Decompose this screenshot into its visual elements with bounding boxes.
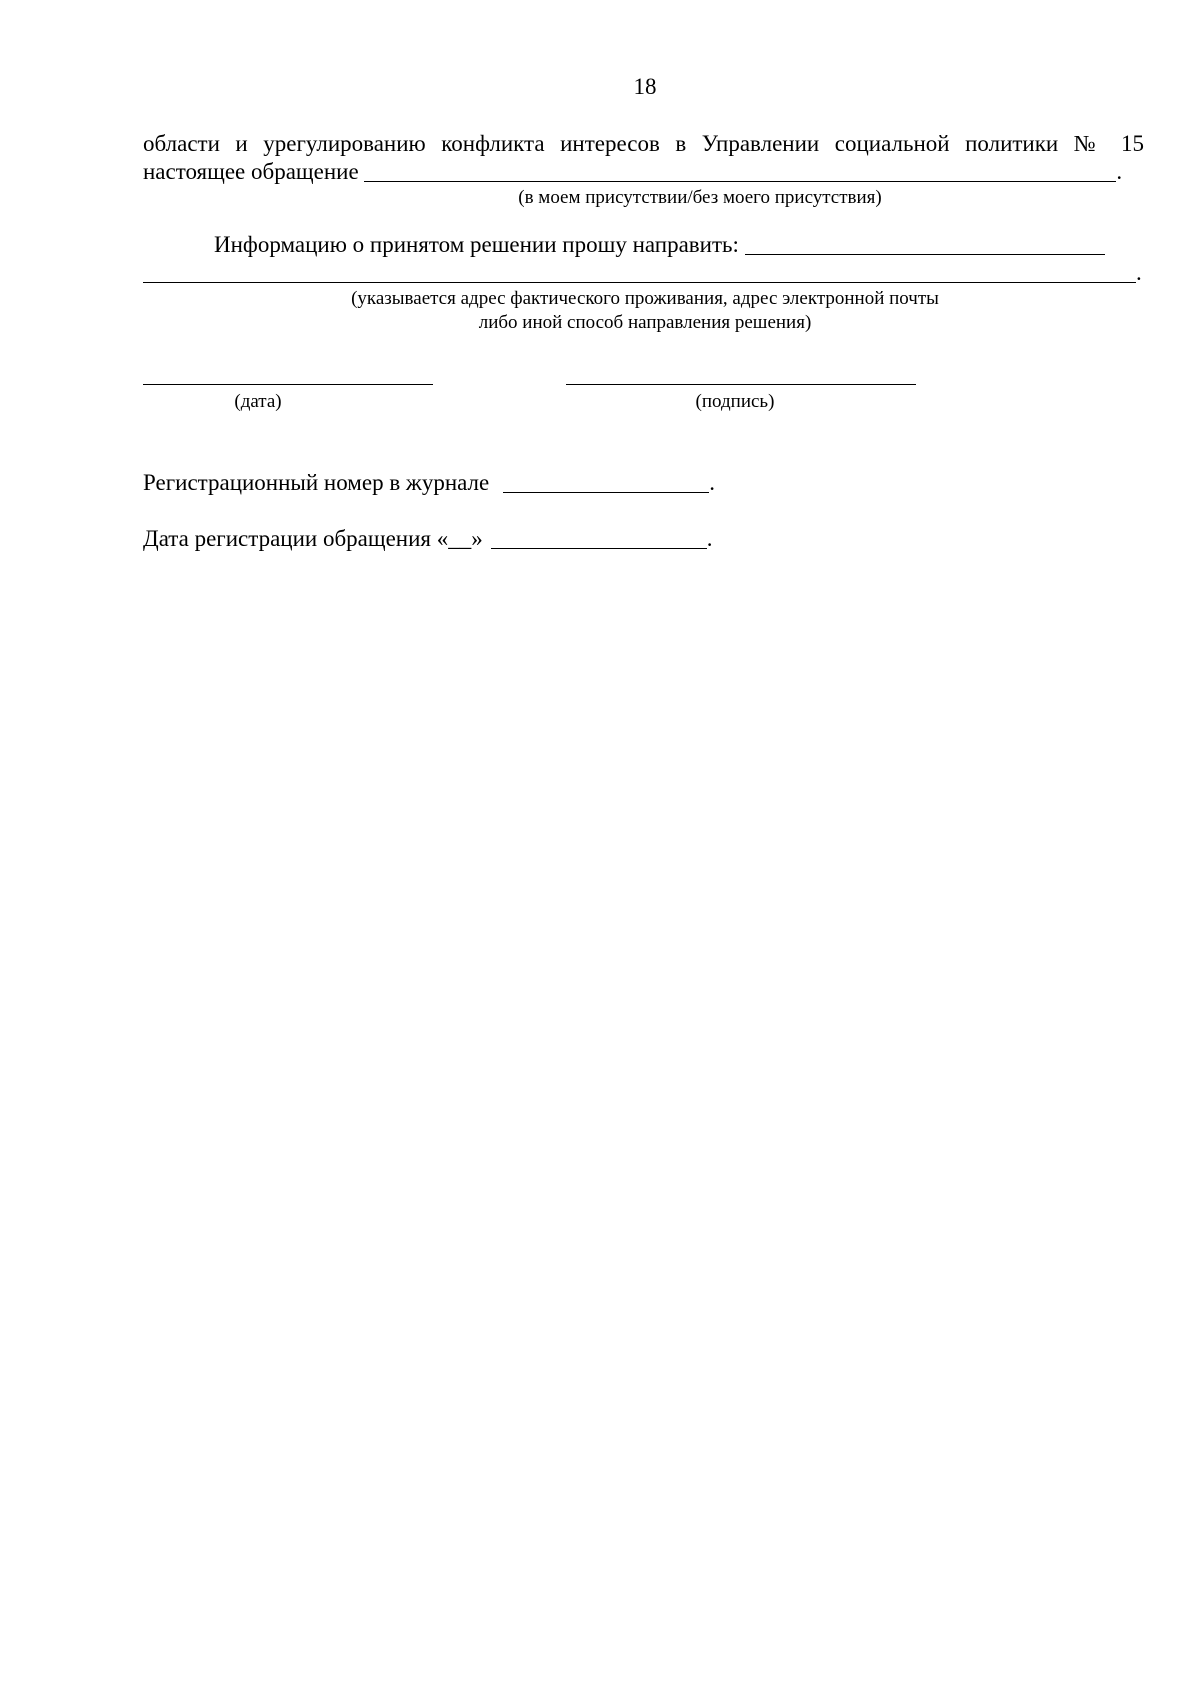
registration-number-line [143,469,715,497]
paragraph1-line2 [143,158,1122,186]
registration-number-suffix: . [709,470,715,495]
paragraph2-line1-text: Информацию о принятом решении прошу направить: [214,232,745,257]
registration-date-suffix: . [706,526,713,551]
paragraph2-line2-suffix: . [1136,260,1142,285]
delivery-caption-line1: (указывается адрес фактического проживания, адрес электронной почты [351,288,939,309]
registration-date-line [143,525,713,553]
signature-line[interactable] [566,384,916,385]
date-caption: (дата) [234,391,282,412]
registration-date-label: Дата регистрации обращения «__» [143,526,483,551]
paragraph1-line2-prefix: настоящее обращение [143,159,365,184]
appeal-presence-blank[interactable] [364,159,1116,182]
registration-number-label: Регистрационный номер в журнале [143,470,490,495]
signature-caption: (подпись) [695,391,775,412]
delivery-caption-line2: либо иной способ направления решения) [478,312,812,333]
registration-date-blank[interactable] [491,526,707,549]
paragraph2-line2 [143,259,1142,287]
page-number: 18 [633,74,657,99]
delivery-method-blank-2[interactable] [143,260,1136,283]
delivery-method-blank-1[interactable] [745,232,1105,255]
presence-caption: (в моем присутствии/без моего присутствия) [518,187,882,208]
paragraph1-line2-suffix: . [1116,159,1123,184]
paragraph2-line1 [214,231,1105,259]
registration-number-blank[interactable] [503,470,709,493]
date-line[interactable] [143,384,433,385]
paragraph1-line1: области и урегулированию конфликта интересов в Управлении социальной политики № 15 [143,131,1144,156]
